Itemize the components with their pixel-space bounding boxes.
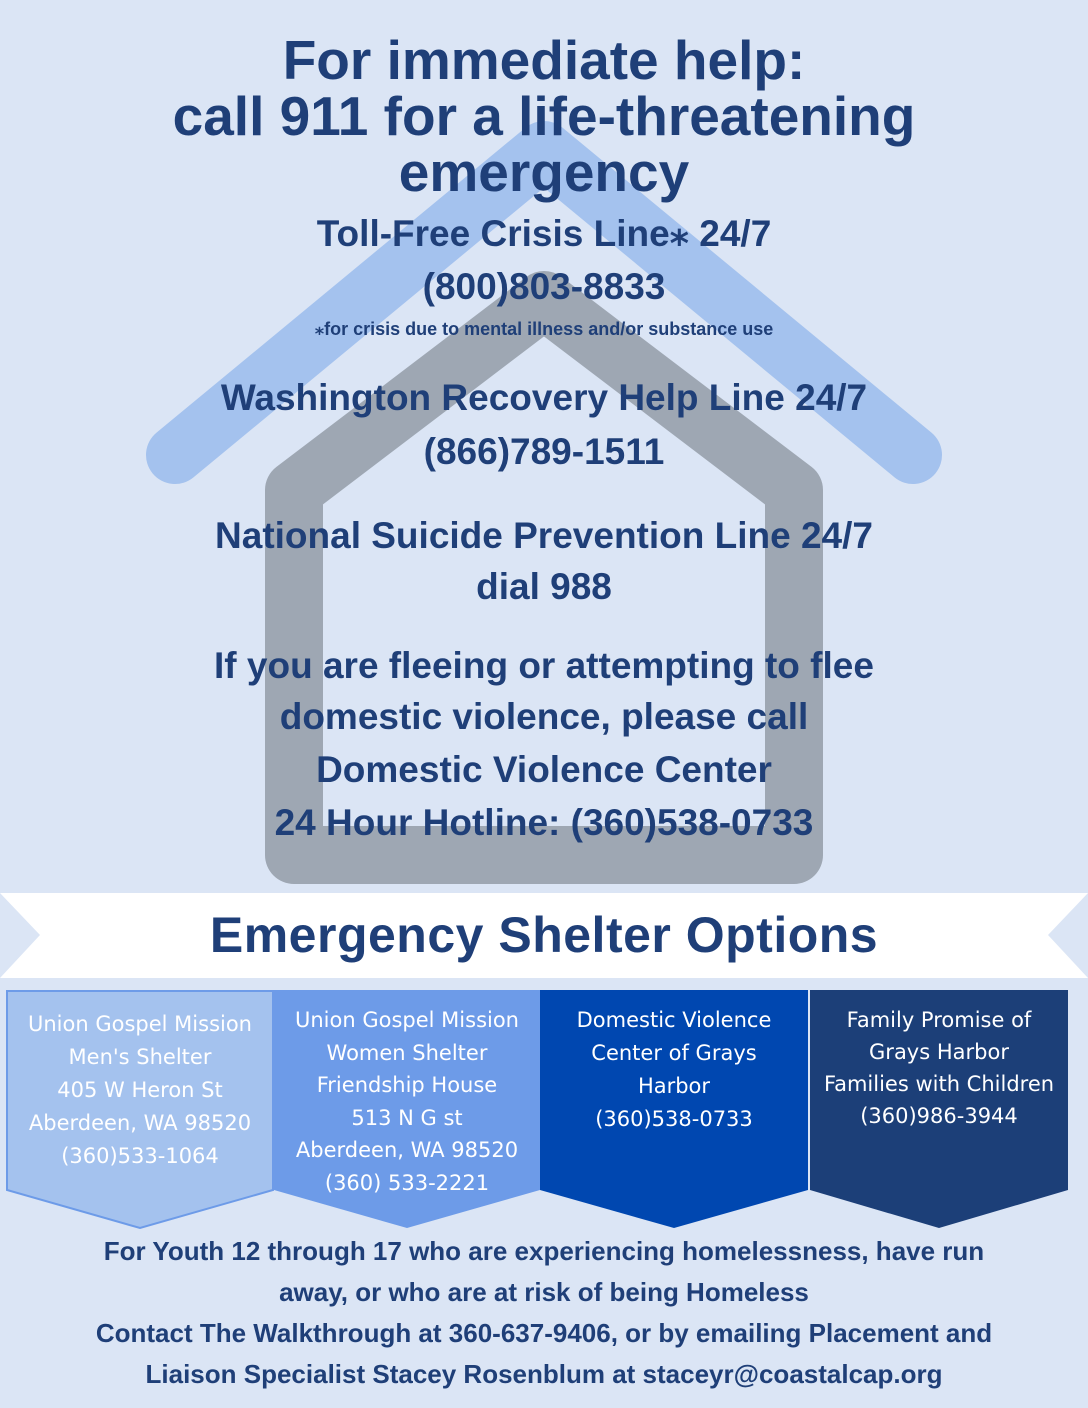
dv-line-2: domestic violence, please call: [279, 696, 809, 737]
shelter-line: 513 N G st: [351, 1105, 463, 1130]
shelter-card-ugm-women: [274, 990, 540, 1230]
youth-line-2: away, or who are at risk of being Homeless: [279, 1277, 809, 1307]
shelter-line: Women Shelter: [326, 1040, 488, 1065]
shelter-line: Families with Children: [823, 1072, 1055, 1096]
recovery-line-phone: (866)789-1511: [423, 431, 665, 472]
title-line-2: call 911 for a life-threatening: [172, 85, 916, 147]
suicide-line-phone: dial 988: [476, 566, 612, 607]
crisis-line-label: Toll-Free Crisis Line⁎ 24/7: [316, 213, 772, 254]
shelter-card-family-promise: [810, 990, 1068, 1230]
shelter-line: 405 W Heron St: [57, 1078, 223, 1102]
shelter-card-ugm-men: [6, 990, 274, 1230]
shelter-card-text: [6, 1008, 274, 1173]
shelter-card-dv-center: [540, 990, 808, 1230]
shelter-line: Family Promise of: [846, 1008, 1032, 1032]
shelter-line: Center of Grays: [591, 1041, 757, 1065]
shelter-line: Union Gospel Mission: [28, 1012, 252, 1036]
shelter-line: (360)538-0733: [595, 1107, 753, 1131]
shelter-section-title: Emergency Shelter Options: [209, 907, 879, 963]
dv-hotline: 24 Hour Hotline: (360)538-0733: [274, 802, 814, 843]
shelter-line: Aberdeen, WA 98520: [295, 1138, 519, 1162]
youth-line-4: Liaison Specialist Stacey Rosenblum at staceyr@coastalcap.org: [145, 1359, 943, 1389]
title-line-1: For immediate help:: [282, 29, 806, 91]
youth-line-3: Contact The Walkthrough at 360-637-9406, or by emailing Placement and: [95, 1318, 993, 1348]
shelter-card-text: [810, 1004, 1068, 1132]
suicide-line-label: National Suicide Prevention Line 24/7: [215, 515, 873, 556]
dv-line-1: If you are fleeing or attempting to flee: [214, 645, 874, 686]
recovery-line-label: Washington Recovery Help Line 24/7: [220, 377, 868, 418]
shelter-card-text: [540, 1004, 808, 1136]
title-line-3: emergency: [398, 141, 690, 203]
dv-line-3: Domestic Violence Center: [316, 749, 772, 790]
shelter-card-text: [274, 1004, 540, 1199]
crisis-line-note: ⁎for crisis due to mental illness and/or substance use: [314, 319, 774, 339]
shelter-line: Harbor: [637, 1074, 711, 1098]
shelter-line: Domestic Violence: [576, 1008, 772, 1032]
youth-line-1: For Youth 12 through 17 who are experiencing homelessness, have run: [103, 1236, 985, 1266]
shelter-line: Aberdeen, WA 98520: [28, 1111, 252, 1135]
shelter-line: (360)533-1064: [61, 1144, 219, 1168]
shelter-line: Union Gospel Mission: [295, 1008, 519, 1032]
shelter-line: Grays Harbor: [869, 1040, 1009, 1064]
crisis-line-phone: (800)803-8833: [422, 266, 666, 307]
shelter-line: Friendship House: [316, 1073, 498, 1097]
shelter-line: Men's Shelter: [68, 1045, 212, 1069]
shelter-line: (360) 533-2221: [324, 1170, 490, 1195]
shelter-line: (360)986-3944: [860, 1104, 1018, 1128]
